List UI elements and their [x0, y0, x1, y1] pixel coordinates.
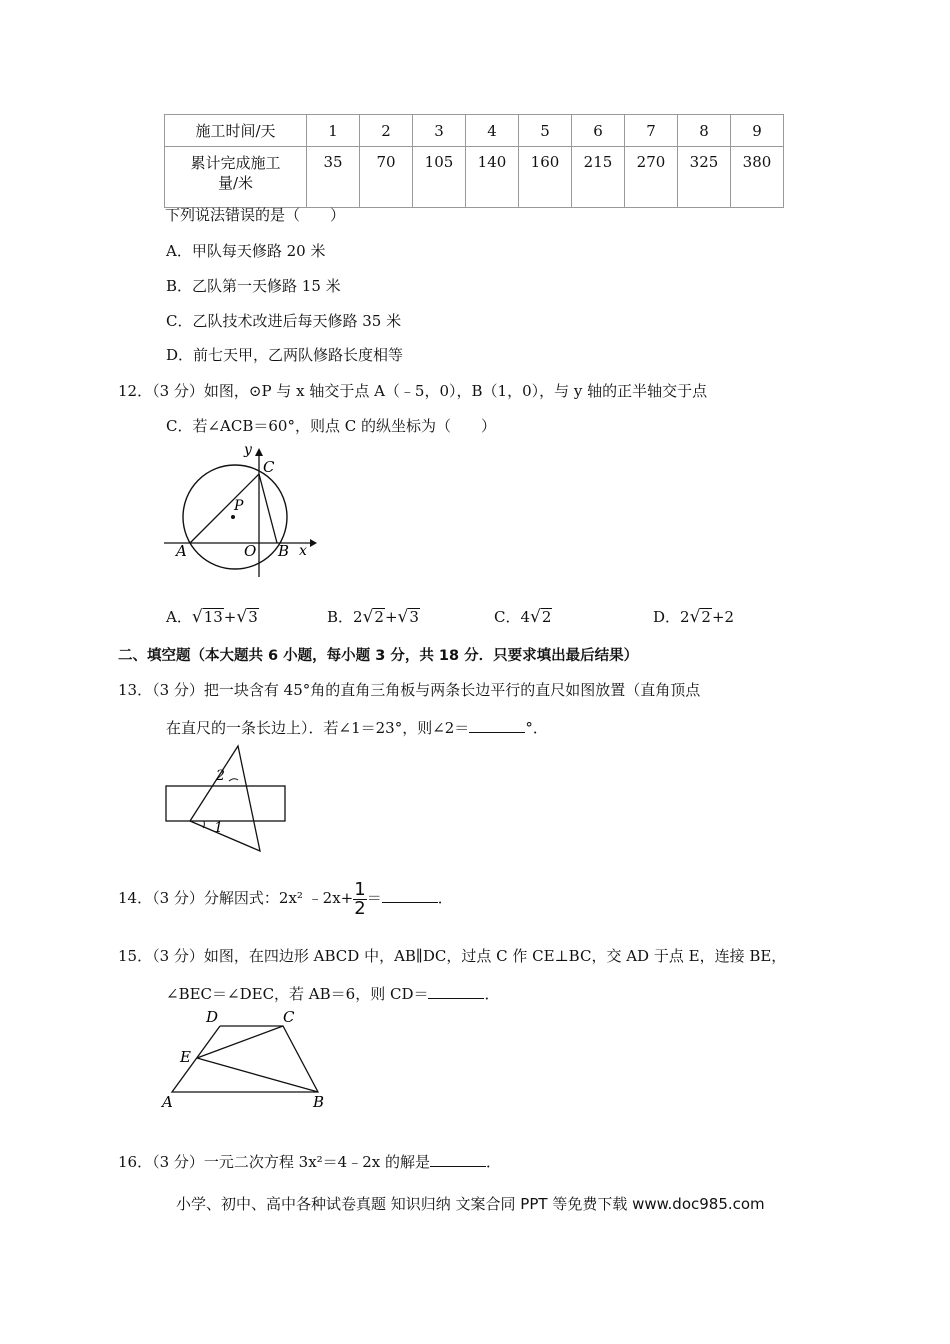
radicand: 3: [248, 608, 258, 626]
ruler: [166, 786, 285, 821]
equals-sign: ＝: [366, 889, 382, 907]
table-cell: 215: [572, 147, 625, 208]
label-c: C: [283, 1008, 295, 1026]
segment-bc: [259, 474, 277, 543]
q15-line2: [166, 983, 500, 1004]
label-x: x: [299, 543, 307, 559]
q13-text-end: °．: [525, 719, 548, 737]
angle2-arc: [229, 779, 238, 781]
table-header-cell: 施工时间/天: [165, 115, 307, 147]
answer-blank[interactable]: [428, 984, 484, 999]
label-b: B: [278, 542, 290, 560]
triangle: [190, 746, 260, 851]
table-cell: 7: [625, 115, 678, 147]
radicand: 2: [541, 608, 552, 626]
answer-blank[interactable]: [430, 1152, 486, 1167]
table-cell: 160: [519, 147, 572, 208]
label-angle-1: 1: [214, 820, 223, 836]
q16-text-end: ．: [486, 1153, 502, 1171]
table-cell: 8: [678, 115, 731, 147]
option-prefix: D．2: [653, 608, 690, 626]
label-y: y: [244, 442, 252, 458]
q15-text-end: ．: [484, 985, 500, 1003]
sqrt-icon: √: [530, 607, 541, 627]
radicand: 13: [203, 608, 223, 626]
q11-option-a: A．甲队每天修路 20 米: [166, 242, 326, 260]
q12-option-c: [494, 606, 552, 627]
option-prefix: C．4: [494, 608, 531, 626]
q12-option-a: [166, 606, 259, 627]
label-c: C: [263, 458, 275, 476]
table-cell: 325: [678, 147, 731, 208]
q12-line2: C．若∠ACB＝60°，则点 C 的纵坐标为（ ）: [166, 417, 496, 435]
footer-banner[interactable]: 小学、初中、高中各种试卷真题 知识归纳 文案合同 PPT 等免费下载 www.doc985.com: [176, 1195, 765, 1213]
table-cell: 3: [413, 115, 466, 147]
table-cell: 35: [307, 147, 360, 208]
q11-stem: 下列说法错误的是（ ）: [165, 206, 346, 224]
header-line: 量/米: [217, 174, 254, 192]
q15-line1: 15．（3 分）如图，在四边形 ABCD 中，AB∥DC，过点 C 作 CE⊥BC，交 AD 于点 E，连接 BE，: [118, 947, 787, 965]
plus-sign: +: [384, 608, 398, 626]
answer-blank[interactable]: [469, 718, 525, 733]
q14-line: [118, 880, 453, 918]
header-line: 累计完成施工: [190, 154, 281, 172]
label-a: A: [176, 542, 187, 560]
q11-option-d: D．前七天甲，乙两队修路长度相等: [166, 346, 404, 364]
answer-blank[interactable]: [382, 888, 438, 903]
label-e: E: [180, 1048, 191, 1066]
x-arrow-icon: [310, 539, 317, 547]
q11-option-c: C．乙队技术改进后每天修路 35 米: [166, 312, 402, 330]
option-suffix: +2: [711, 608, 735, 626]
q13-ruler-triangle-figure: [160, 742, 295, 857]
center-point: [231, 515, 235, 519]
table-cell: 4: [466, 115, 519, 147]
label-o: O: [244, 542, 257, 560]
q12-option-b: [327, 606, 420, 627]
sqrt-icon: √: [236, 607, 248, 627]
quadrilateral-abcd: [172, 1026, 318, 1092]
q13-text: 在直尺的一条长边上）．若∠1＝23°，则∠2＝: [166, 719, 470, 737]
q12-circle-figure: [160, 440, 320, 585]
q14-text-end: ．: [437, 889, 453, 907]
numerator: 1: [354, 878, 366, 900]
label-b: B: [313, 1093, 325, 1111]
q12-line1: 12．（3 分）如图，⊙P 与 x 轴交于点 A（﹣5，0），B（1，0），与 y 轴的正半轴交于点: [118, 382, 708, 400]
angle1-arc: [203, 821, 204, 828]
table-cell: 70: [360, 147, 413, 208]
segment-ec: [197, 1026, 283, 1058]
sqrt-icon: √: [362, 607, 374, 627]
y-arrow-icon: [255, 448, 263, 456]
sqrt-icon: √: [397, 607, 409, 627]
q15-text: ∠BEC＝∠DEC，若 AB＝6，则 CD＝: [166, 985, 429, 1003]
q12-option-d: [653, 606, 734, 627]
q16-text: 16．（3 分）一元二次方程 3x²＝4﹣2x 的解是: [118, 1153, 430, 1171]
table-row: [165, 147, 784, 208]
table-cell: 105: [413, 147, 466, 208]
radicand: 2: [701, 608, 711, 626]
radicand: 2: [374, 608, 384, 626]
construction-table: [164, 114, 784, 208]
sqrt-icon: √: [191, 607, 203, 627]
table-cell: 2: [360, 115, 413, 147]
table-cell: 6: [572, 115, 625, 147]
label-p: P: [234, 498, 244, 514]
q14-text: 14．（3 分）分解因式：2x² ﹣2x+: [118, 889, 354, 907]
label-angle-2: 2: [216, 768, 225, 784]
q13-line1: 13．（3 分）把一块含有 45°角的直角三角板与两条长边平行的直尺如图放置（直角顶点: [118, 681, 701, 699]
q13-line2: [166, 717, 548, 738]
radicand: 3: [409, 608, 419, 626]
section-title: 二、填空题（本大题共 6 小题，每小题 3 分，共 18 分．只要求填出最后结果）: [118, 648, 639, 664]
q16-line: [118, 1151, 501, 1172]
table-cell: 1: [307, 115, 360, 147]
table-cell: 9: [731, 115, 784, 147]
table-cell: 140: [466, 147, 519, 208]
label-d: D: [206, 1008, 219, 1026]
table-row: [165, 115, 784, 147]
sqrt-icon: √: [689, 607, 701, 627]
denominator: 2: [354, 897, 366, 919]
table-cell: 380: [731, 147, 784, 208]
q11-option-b: B．乙队第一天修路 15 米: [166, 277, 341, 295]
segment-ac: [190, 474, 259, 543]
segment-eb: [197, 1058, 318, 1092]
option-prefix: A．: [166, 608, 192, 626]
table-cell: 270: [625, 147, 678, 208]
plus-sign: +: [223, 608, 237, 626]
table-header-cell: [165, 147, 307, 208]
label-a: A: [162, 1093, 173, 1111]
option-prefix: B．2: [327, 608, 363, 626]
table-cell: 5: [519, 115, 572, 147]
q15-quadrilateral-figure: [160, 1005, 335, 1115]
fraction: [353, 878, 366, 919]
